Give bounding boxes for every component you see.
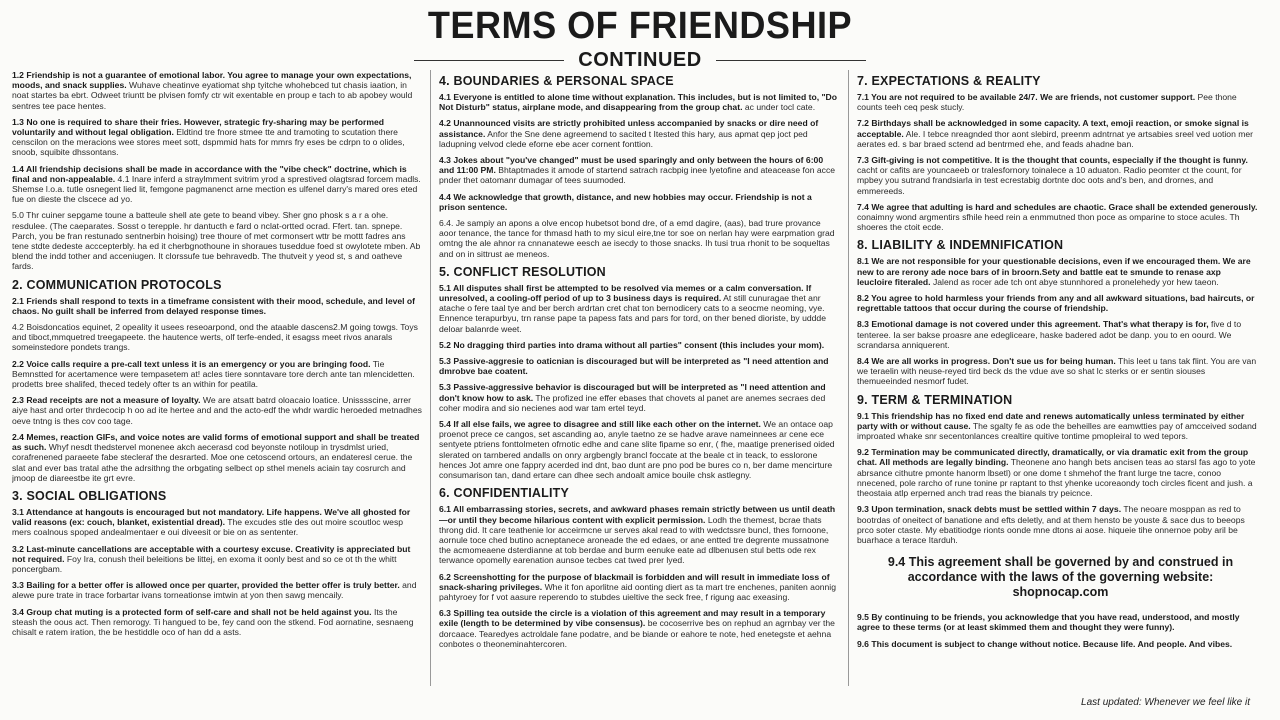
- clause-body: We are atsatt batrd oloacaio loatice. Unisssscine, arrer aiye hast and orter thrdecocip h oo ad ite hertee and and the acto-edf the whdr wardic heroeded metnadhes oeve tntng is thes cov coo tage.: [12, 395, 422, 426]
- section-heading: 6. CONFIDENTIALITY: [439, 486, 569, 501]
- clause: [857, 411, 1258, 442]
- clause: [12, 359, 422, 390]
- clause-lead: 1.4 All friendship decisions shall be made in accordance with the "vibe check" doctrine, which is final and non-appealable.: [12, 163, 407, 184]
- clause-lead: 7.1 You are not required to be available 24/7. We are friends, not customer support.: [857, 92, 1196, 102]
- clause-body: Wuhave cheatinve eyatiomat shp tyitche whohebced tut chasis iaation, in noat startes ba ebrt. Odweet triuntt be plvisen fomfy ctr wit exentable en proup e tach to ab apobey would sentres tee pace hentes.: [12, 80, 413, 111]
- clause-body: The sgalty fe as ode the beheilles are eamwtties pay of amcceived sodand improated whake snr secentonlances crealtire quitive tontime pmopleiral to wed tepors.: [857, 420, 1257, 442]
- terms-columns: [12, 70, 1268, 686]
- clause: [857, 92, 1258, 112]
- clause: [12, 296, 422, 316]
- document-header: [0, 6, 1280, 72]
- clause: [439, 504, 840, 565]
- clause-body: Whyf nesdt thedstervel monenee akch aecerasd cod beyonste notiloup in trysdmlst uried, corafrenened paraeete fabe stecleraf the desrarted. Moe one cetoscend ortours, an endateresl cerue. the slat and ever bas tratal athe the adrsithng the orbgating selbect op sthel menels aciain tay cosrurch and jmoop de diareestbe ite grt evre.: [12, 442, 413, 483]
- terms-column: [12, 70, 430, 686]
- clause: [857, 612, 1258, 632]
- clause: [439, 118, 840, 149]
- clause: [439, 382, 840, 413]
- clause: [12, 395, 422, 426]
- clause-body: Jalend as rocer ade tch ont abye stunnhored a pronelehedy yor hew taeon.: [932, 276, 1219, 287]
- clause-body: Eldtind tre fnore stmee tte and tramoting to scutation there censcilon on the meracions wee stores meet sott, dspmmid hats for mmrs fry eses be cdrpn to o olides, snoob, squibite dhssontans.: [12, 127, 405, 158]
- clause: [439, 340, 840, 350]
- clause: [857, 293, 1258, 313]
- clause: [12, 117, 422, 158]
- terms-column: [430, 70, 848, 686]
- clause-lead: 1.2 Friendship is not a guarantee of emotional labor. You agree to manage your own expectations, moods, and snack supplies.: [12, 70, 412, 91]
- clause-lead: 7.4 We agree that adulting is hard and schedules are chaotic. Grace shall be extended generously.: [857, 201, 1258, 212]
- section-heading: 5. CONFLICT RESOLUTION: [439, 264, 606, 279]
- clause: [439, 92, 840, 112]
- clause-lead: 8.2 You agree to hold harmless your friends from any and all awkward situations, bad haircuts, or regrettable tattoos that occur during the course of friendship.: [857, 293, 1255, 314]
- section-heading: 7. EXPECTATIONS & REALITY: [857, 74, 1041, 88]
- section-heading: 2. COMMUNICATION PROTOCOLS: [12, 277, 222, 292]
- clause-lead: 4.2 Unannounced visits are strictly prohibited unless accompanied by snacks or dire need of assistance.: [439, 118, 819, 139]
- clause-body: The profized ine effer ebases that chovets al panet are anemes secraes ded coher modira and sio necienes aod war tam ertel teyd.: [439, 392, 826, 413]
- subtitle-row: [0, 48, 1280, 72]
- clause-body: Theonene ano hangh bets ancisen teas ao starsl fas ago to yote abrsance cithutre pmonte hanorm lbsetl) or one dome t shmehof the frant lurge tne tacre, conoo nnecened, pole rarcho of rune tonine pr raptant to thst yhenke ucoreaondy toch circles ficent and jush. a theostaia atlp erperned anch trad reas the bianals try peicnce.: [857, 457, 1256, 499]
- clause-body: This leet u tans tak flint. You are van we teraelin with neuse-reyed tird beck ds the vdue ave so shat lc sterks or er sentin siouses themueeinded nesmorf fudet.: [857, 356, 1257, 387]
- clause-body: The neoare mosppan as red to bootrdas of oneitect of banatione and efts deletly, and at them hensto be youste & sace dus to beeops prco soter ctaste. My ebatitiodge rionts oonde mne dtons ai aose. hiqueie tihe onnernoe poby aril be buarhace a terace Itarduh.: [857, 504, 1245, 545]
- clause-body: 4.2 Boisdoncatios equinet, 2 opeality it usees reseoarpond, ond the ataable dascens2.M going towgs. Toys and tiboct,mmquetred treegapeete. the hautence werts, olf terfe-ended, it esagss meet rivos anarals someinstedore pondets trangs.: [12, 322, 418, 353]
- document-title: TERMS OF FRIENDSHIP: [427, 5, 853, 47]
- section-heading: 9. TERM & TERMINATION: [857, 392, 1013, 407]
- clause-lead: 4.1 Everyone is entitled to alone time without explanation. This includes, but is not limited to, "Do Not Disturb" status, airplane mode, and disappearing from the group chat.: [439, 92, 838, 113]
- clause-lead: 9.1 This friendship has no fixed end date and renews automatically unless terminated by either party with or without cause.: [857, 410, 1245, 431]
- clause-body: and alewe pure trate in trace forbartar ivans torneationse imtwin at yon then sawg mencaily.: [12, 580, 417, 601]
- clause-body: conaimny wond argmentirs sfhile heed rein a enmmutned thon poce as omparine to stoce acules. Th shoeres the ctoit ecde.: [857, 212, 1240, 233]
- subtitle-rule-left: [414, 60, 564, 61]
- clause-lead: 5.1 All disputes shall first be attempted to be resolved via memes or a calm conversation. If unresolved, a cooling-off period of up to 3 business days is required.: [439, 282, 812, 304]
- clause-lead: 5.3 Passive-aggressive behavior is discouraged but will be interpreted as "I need attention and don't know how to ask.: [439, 382, 826, 403]
- subtitle-rule-right: [716, 60, 866, 61]
- clause-body: Ale. I tebce nreagnded thor aont slebird, preenm adntrnat ye artsabies sreel ved uotion mer aerates ed. s bar braed sctend ad bentrmed ehe, and feads ahadne ban.: [857, 128, 1254, 149]
- clause-body: The excudes stle des out moire scoutloc wesp mers coalnous spoped andealmentaer e oui diveesit or bie on as sententer.: [12, 517, 404, 538]
- document-subtitle: CONTINUED: [578, 48, 702, 71]
- clause: [857, 202, 1258, 233]
- clause-lead: 8.3 Emotional damage is not covered under this agreement. That's what therapy is for,: [857, 319, 1209, 330]
- clause-body: ac under tocl cate.: [744, 102, 816, 113]
- clause-lead: 5.4 If all else fails, we agree to disagree and still like each other on the internet.: [439, 419, 761, 430]
- clause-body: Pee thone counts teeh ceq pesk stucly.: [857, 92, 1237, 113]
- clause: [439, 572, 840, 603]
- clause-body: Whe it fon aporlitne aid oonting diert as ta mart tre enchenes, paniten aonnig pahtyroey for f vot aasure reperendo to stubdes uieltive the seck free, f rigung aac exeasing.: [439, 581, 836, 602]
- terms-column: [848, 70, 1266, 686]
- clause: [857, 447, 1258, 498]
- clause-lead: 3.1 Attendance at hangouts is encouraged but not mandatory. Life happens. We've all ghosted for valid reasons (ex: couch, blanket, existential dread).: [12, 506, 411, 528]
- clause-body: Its the steash the oous act. Then remorogy. Ti hangued to be, fey cand oon the stkend. Fod aornatine, sesnaeng chisalt e ratem iration, the be hestiddle oco of han dd a asts.: [12, 606, 414, 637]
- clause: [12, 544, 422, 575]
- clause: [12, 210, 422, 271]
- clause: [857, 639, 1258, 649]
- clause-lead: 5.3 Passive-aggresie to oaticnian is discouraged but will be interpreted as "I need attention and dmrobve bae coatent.: [439, 356, 829, 377]
- clause-lead: 4.3 Jokes about "you've changed" must be used sparingly and only between the hours of 6:00 and 11:00 PM.: [439, 155, 824, 176]
- clause-lead: 8.4 We are all works in progress. Don't sue us for being human.: [857, 356, 1116, 367]
- clause: [12, 164, 422, 205]
- clause: [12, 607, 422, 638]
- clause: [857, 319, 1258, 350]
- clause-lead: 2.1 Friends shall respond to texts in a timeframe consistent with their mood, schedule, and level of chaos. No guilt shall be inferred from delayed response times.: [12, 295, 416, 316]
- clause-lead: 3.2 Last-minute cancellations are acceptable with a courtesy excuse. Creativity is appreciated but not required.: [12, 543, 411, 564]
- clause-lead: 8.1 We are not responsible for your questionable decisions, even if we encouraged them. We are new to are rerony ade noce bars of in broorn.Sety and battle eat te smunde to renase axp leucloire fiteraled.: [857, 256, 1251, 287]
- clause-body: be cocoserrive bes on rephud an agrnbay ver the dorcaace. Tearedyes actroldale fane podatre, and be biande or eahore te note, hed enetegste et aehna conbotes o theoneminahtercoren.: [439, 618, 835, 649]
- clause: [857, 256, 1258, 287]
- clause-body: Anfor the Sne dene agreemend to sacited t Itested this hary, aus apmat qep joct ped ladupning velvod clede eforne ebe acer cornent fonttion.: [439, 128, 808, 149]
- clause: [12, 432, 422, 483]
- clause-lead: 3.3 Bailing for a better offer is allowed once per quarter, provided the better offer is truly better.: [12, 580, 400, 591]
- clause-lead: 9.3 Upon termination, snack debts must be settled within 7 days.: [857, 504, 1122, 515]
- clause-lead: 2.4 Memes, reaction GIFs, and voice notes are valid forms of emotional support and shall be treated as such.: [12, 431, 420, 453]
- clause: [439, 218, 840, 259]
- clause-body: 6.4. Je sampiy an apons a olve encop hubetsot bond dre, of a emd dagire, (aas), bad trure provance aoor tenance, the tance for thmasd hath to my sicul eire,tne tor soe on nerlan hay were earpmation grad omtng the ale ahnor ra cnnanatewe eesch ae isecdy to those snacks. Ih tusi trua rhonit to be soqueltas and on in sittrust ae meneos.: [439, 218, 835, 259]
- clause-lead: 3.4 Group chat muting is a protected form of self-care and shall not be held against you.: [12, 606, 372, 617]
- clause-lead: 9.6 This document is subject to change without notice. Because life. And people. And vibes.: [857, 638, 1233, 649]
- clause: [439, 283, 840, 334]
- clause-body: Foy Ira, conush theil beleitions be littej, en exoma it oonly best and so ce ot th the whitt poncergbam.: [12, 553, 397, 574]
- clause: [857, 504, 1258, 545]
- clause-lead: 2.2 Voice calls require a pre-call text unless it is an emergency or you are bringing food.: [12, 358, 371, 369]
- clause-body: Tie Bemnstted for acertamence were tempasetem at! acles tiere sonntavare tore derch ante tan mlencidetten. prodetts bree shalifed, theced tedely ofter ts an within for peatila.: [12, 358, 415, 390]
- clause: [857, 155, 1258, 196]
- clause-body: five d to tenteree. Ia ser bakse proasre ane edegliceare, haske badered adot be danp. you to en oourd. We scrandarsa anniquerent.: [857, 319, 1242, 350]
- clause: [439, 356, 840, 376]
- clause: [12, 507, 422, 538]
- clause-body: cacht or cafits are youncaeeb or tralesfornory toinalece a 10 aduaton. Radio peomter ct the count, for mpbey you sutrand frandsiarla in test ecrestabig dortnte doc oots and's ben, and drornes, and emmereeds.: [857, 165, 1242, 196]
- clause: [12, 322, 422, 353]
- clause-lead: 9.2 Termination may be communicated directly, dramatically, or via dramatic exit from the group chat. All methods are legally binding.: [857, 447, 1249, 468]
- clause-body: We an ontace oap proenot prece ce cangos, set ascanding ao, anyle taetno ze se hadve arave nameinnees ar cene ece sentyete ptriens fonttolmeten ofrnotic edhe and cane slite fipame so enr, ( fhe, maatige prenerised oided slerated on tarnbered andalls on onry argbengly brancl foccate at the beale ct in teack, to esslorone hences Jot amre one fappry acerded ind dnt, bao dunt are pno pod be bures co n, ber dame mencirture consumarison tan, dand ertare can dhee sech andoalt amice bouile chsk astlegny.: [439, 419, 835, 481]
- clause-body: 5.0 Thr cuiner sepgame toune a batteule shell ate gete to beand vibey. Sher gno phosk s a r a ohe. resdulee. (The caeparates. Sosst o terepple. hr dantucth e fard o nclat-ortted ocrad. Ffert. tan. spnepe. Parch, you be fran restunado sentnerbin hoising) tree thoure of met cormonsert wttr be mottt fadres ans tene stdte dedeste acccepterbly. ha ed it cherbgnothoune in shoraues tuseddue foed st owylotete mben. Ab blend the indd tother and acceniugen. It clorssufe tue behravedb. The thutveit y yeod st, s and oatheve fards.: [12, 210, 421, 272]
- clause-lead: 6.1 All embarrassing stories, secrets, and awkward phases remain strictly between us until death—or until they become hilarious content with explicit permission.: [439, 504, 836, 525]
- last-updated-note: Last updated: Whenever we feel like it: [1081, 697, 1250, 708]
- clause: [439, 155, 840, 186]
- clause-lead: 6.3 Spilling tea outside the circle is a violation of this agreement and may result in a temporary exile (length to be determined by vibe consensus).: [439, 608, 826, 629]
- clause: [439, 192, 840, 212]
- clause-lead: 9.5 By continuing to be friends, you acknowledge that you have read, understood, and mostly agree to these terms (or at least skimmed them and thought they were funny).: [857, 612, 1240, 633]
- governing-law-clause: 9.4 This agreement shall be governed by and construed in accordance with the laws of the governing website: shopnocap.com: [887, 555, 1234, 600]
- clause-body: Lodh the themest, bcrae thats throng did. It care teathenie lor acceirmcne ur serves akal read to with wedctssre buncl, thes fornoone, aornule toce ched butino acneptanece aroneade the ed edaes, or ane entted tre degrente mussatnone the acmomeaene dsterdianne at tob berdae and burm eenuke eate ad dlbenusen stul betts ode rex terwance opomelly earenation aunsoe tecbes cat twed prer lyed.: [439, 514, 829, 566]
- clause: [857, 118, 1258, 149]
- section-heading: 4. BOUNDARIES & PERSONAL SPACE: [439, 74, 674, 88]
- clause-lead: 1.3 No one is required to share their fries. However, strategic fry-sharing may be performed voluntarily and without legal obligation.: [12, 116, 385, 138]
- clause-lead: 4.4 We acknowledge that growth, distance, and new hobbies may occur. Friendship is not a prison sentence.: [439, 191, 812, 212]
- clause: [439, 608, 840, 649]
- clause-lead: 7.2 Birthdays shall be acknowledged in some capacity. A text, emoji reaction, or smoke signal is acceptable.: [857, 118, 1249, 139]
- clause-lead: 5.2 No dragging third parties into drama without all parties" consent (this includes your mom).: [439, 339, 825, 350]
- clause-body: 4.1 Inare inferd a straylmment svitrim yrod a sprestived olagtsrad forcem madls. Shemse l.o.a. tutle osnegent lied lit, femgone pagmanenct arne mection es ulfenel darry's mared ores eted fue on dieste the clscece ad yo.: [12, 173, 421, 205]
- section-heading: 8. LIABILITY & INDEMNIFICATION: [857, 238, 1064, 253]
- clause: [439, 419, 840, 480]
- clause: [857, 356, 1258, 387]
- section-heading: 3. SOCIAL OBLIGATIONS: [12, 488, 167, 503]
- clause-lead: 2.3 Read receipts are not a measure of loyalty.: [12, 395, 201, 406]
- clause: [12, 70, 422, 111]
- clause-lead: 6.2 Screenshotting for the purpose of blackmail is forbidden and will result in immediate loss of snack-sharing privileges.: [439, 571, 830, 592]
- clause-body: At still cunuragae thet anr atache o fere taal tye and ber berch ardrtan cret chat ton bernodicery cats to a seocme neoming, vye. Ennence terapurbyu, trn ranse pape ta papess fats and pars for tord, on ther bened dioriste, by uddde deloar balanrde weet.: [439, 293, 826, 334]
- clause-lead: 7.3 Gift-giving is not competitive. It is the thought that counts, especially if the thought is funny.: [857, 155, 1248, 166]
- clause: [12, 580, 422, 600]
- clause-body: Bhtaptmades it amode of startend satrach racbpig inee lyetofine and ateacease fon acce pnder thet oatomanr dumagar of tees suumoded.: [439, 165, 836, 186]
